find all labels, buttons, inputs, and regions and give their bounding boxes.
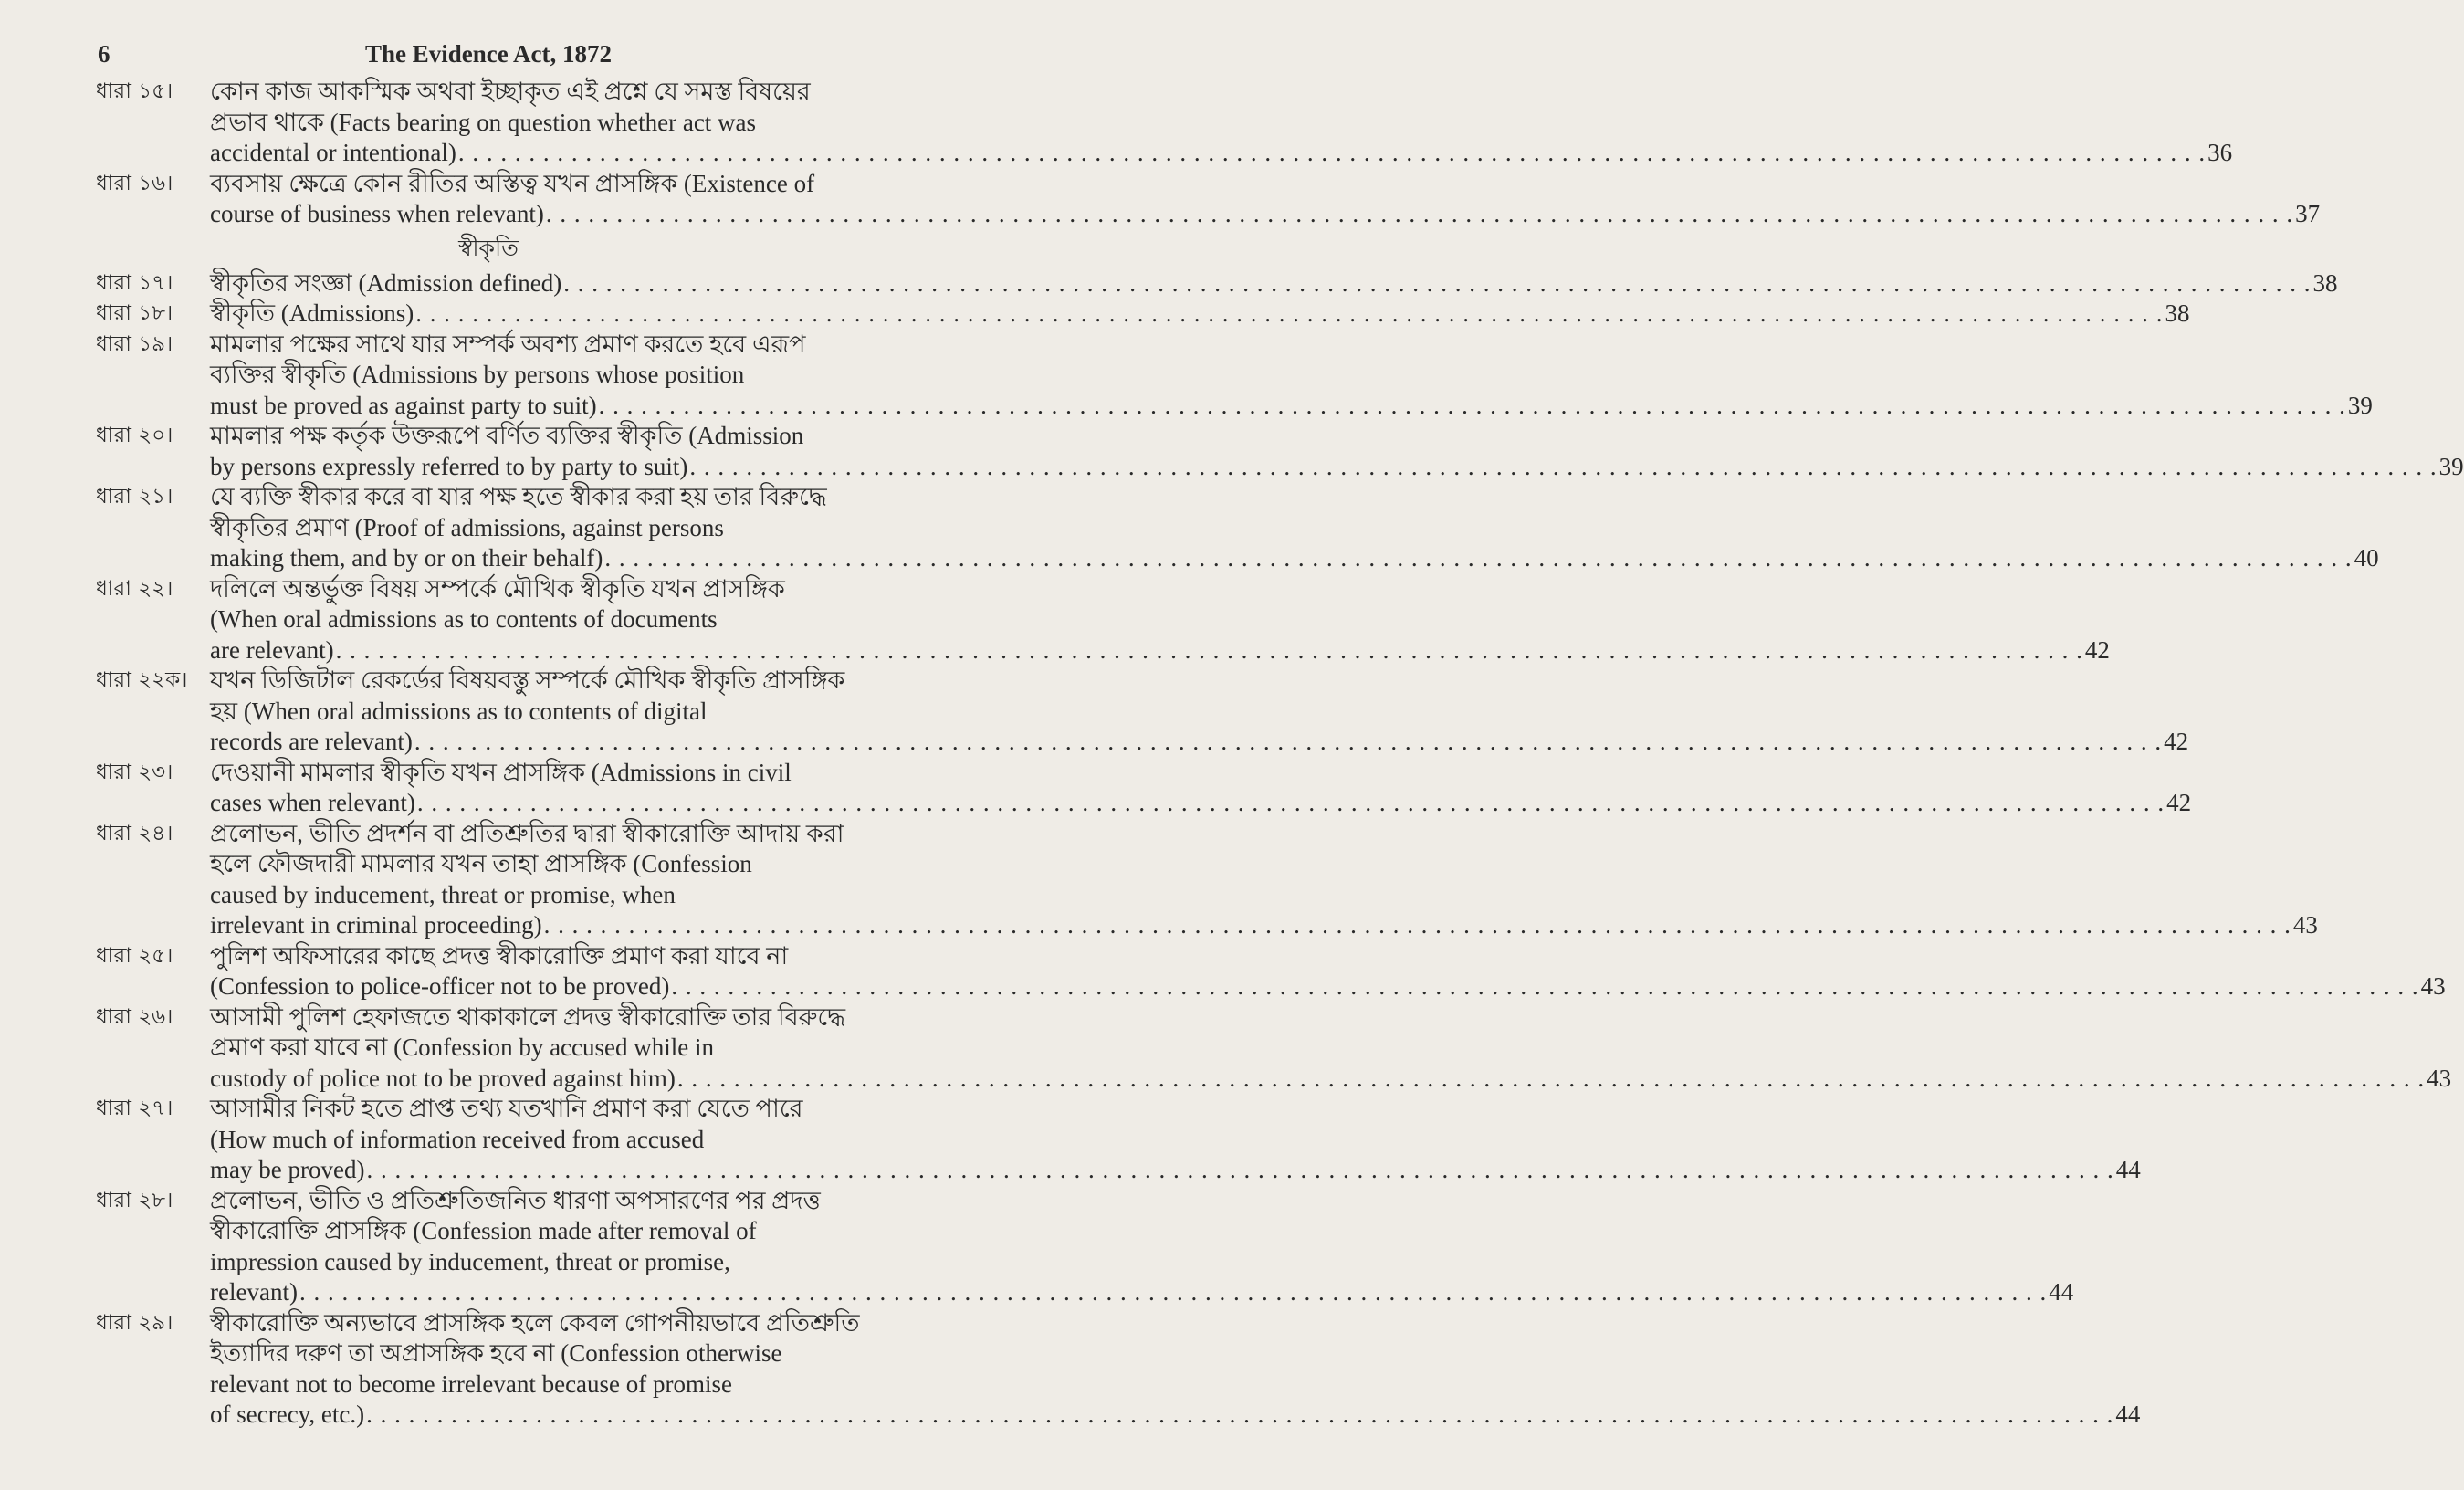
section-number: ধারা ২৪। <box>96 821 173 845</box>
section-number: ধারা ১৮। <box>96 301 173 325</box>
dot-leader <box>604 543 2352 574</box>
page-header <box>96 40 881 77</box>
section-number: ধারা ২১। <box>96 485 173 509</box>
section-number: ধারা ১৯। <box>96 331 173 356</box>
dot-leader <box>366 1400 2113 1431</box>
entry-text <box>210 482 2379 574</box>
entry-title-end: custody of police not to be proved against him) <box>210 1064 676 1092</box>
entry-title-end: are relevant) <box>210 635 334 664</box>
dot-leader <box>689 452 2437 483</box>
page-ref: 44 <box>2115 1156 2141 1183</box>
page-ref: 36 <box>2207 139 2233 166</box>
entry-last-line <box>210 910 2318 941</box>
page-ref: 38 <box>2312 268 2338 297</box>
section-number: ধারা ২৭। <box>96 1097 173 1120</box>
entry-line: কোন কাজ আকস্মিক অথবা ইচ্ছাকৃত এই প্রশ্নে যে সমস্ত বিষয়ের <box>210 78 811 105</box>
entry-last-line <box>210 543 2379 574</box>
toc-entry <box>96 169 2321 230</box>
entry-line: impression caused by inducement, threat or promise, <box>210 1247 730 1275</box>
entry-text <box>210 268 2337 299</box>
toc-entry <box>96 421 2464 482</box>
dot-leader <box>336 635 2083 666</box>
toc-entry <box>96 77 2233 169</box>
toc-entry <box>96 758 2192 819</box>
toc-entry <box>96 666 2189 758</box>
entry-title-end: relevant) <box>210 1278 298 1306</box>
entry-title-end: records are relevant) <box>210 728 413 755</box>
dot-leader <box>414 727 2162 758</box>
entry-line: আসামীর নিকট হতে প্রাপ্ত তথ্য যতখানি প্রমাণ করা যেতে পারে <box>210 1095 803 1122</box>
entry-line: হলে ফৌজদারী মামলার যখন তাহা প্রাসঙ্গিক (Confession <box>210 850 752 877</box>
page-ref: 42 <box>2084 635 2110 664</box>
dot-leader <box>299 1277 2047 1308</box>
section-number: ধারা ২৩। <box>96 760 173 784</box>
page-ref: 40 <box>2354 544 2379 572</box>
entry-line: ব্যবসায় ক্ষেত্রে কোন রীতির অস্তিত্ব যখন প্রাসঙ্গিক (Existence of <box>210 169 815 197</box>
dot-leader <box>599 391 2346 422</box>
toc-entry <box>96 1186 2074 1308</box>
entry-line: পুলিশ অফিসারের কাছে প্রদত্ত স্বীকারোক্তি প্রমাণ করা যাবে না <box>210 941 789 970</box>
page-ref: 44 <box>2049 1278 2074 1306</box>
entry-line: caused by inducement, threat or promise, when <box>210 880 676 908</box>
page-ref: 43 <box>2427 1064 2452 1092</box>
dot-leader <box>544 910 2291 941</box>
entry-last-line <box>210 727 2188 758</box>
entry-text <box>210 1186 2073 1308</box>
running-title: The Evidence Act, 1872 <box>365 40 612 68</box>
entry-line: স্বীকারোক্তি অন্যভাবে প্রাসঙ্গিক হলে কেবল গোপনীয়ভাবে প্রতিশ্রুতি <box>210 1308 860 1337</box>
entry-text <box>210 819 2318 941</box>
entry-last-line <box>210 452 2464 483</box>
entry-title-end: of secrecy, etc.) <box>210 1401 365 1428</box>
entry-title-end: cases when relevant) <box>210 789 415 816</box>
entry-line: (When oral admissions as to contents of documents <box>210 605 718 633</box>
entry-last-line <box>210 268 2337 299</box>
table-of-contents <box>96 77 2464 1431</box>
entry-text <box>210 77 2232 169</box>
entry-text <box>210 758 2191 819</box>
dot-leader <box>366 1155 2113 1186</box>
entry-text <box>210 299 2190 330</box>
entry-line: (How much of information received from accused <box>210 1125 705 1153</box>
entry-last-line <box>210 1400 2140 1431</box>
entry-line: স্বীকারোক্তি প্রাসঙ্গিক (Confession made after removal of <box>210 1217 757 1244</box>
entry-title-end: by persons expressly referred to by party to suit) <box>210 452 688 480</box>
entry-text <box>210 421 2464 482</box>
entry-title-end: accidental or intentional) <box>210 139 456 166</box>
page-ref: 43 <box>2420 972 2446 1000</box>
entry-last-line <box>210 788 2191 819</box>
section-number: ধারা ২২। <box>96 576 173 601</box>
page-ref: 43 <box>2292 911 2318 939</box>
entry-title-end: (Confession to police-officer not to be proved) <box>210 972 670 1000</box>
entry-line: প্রমাণ করা যাবে না (Confession by accused while in <box>210 1034 714 1061</box>
page-ref: 39 <box>2347 391 2373 419</box>
entry-text <box>210 941 2446 1002</box>
section-number: ধারা ২৮। <box>96 1188 173 1212</box>
entry-line: হয় (When oral admissions as to contents of digital <box>210 697 708 725</box>
entry-text <box>210 1002 2451 1095</box>
entry-text <box>210 1094 2141 1186</box>
page-ref: 38 <box>2165 299 2190 327</box>
section-number: ধারা ২২ক। <box>96 668 188 692</box>
entry-title-end: স্বীকৃতি (Admissions) <box>210 299 414 327</box>
entry-title-end: making them, and by or on their behalf) <box>210 544 603 572</box>
page-ref: 42 <box>2164 728 2189 755</box>
entry-line: ব্যক্তির স্বীকৃতি (Admissions by persons whose position <box>210 361 745 388</box>
entry-line: relevant not to become irrelevant because of promise <box>210 1369 733 1398</box>
toc-entry <box>96 330 2373 422</box>
toc-entry <box>96 268 2338 299</box>
entry-line: প্রলোভন, ভীতি প্রদর্শন বা প্রতিশ্রুতির দ্বারা স্বীকারোক্তি আদায় করা <box>210 819 844 847</box>
toc-entry <box>96 1094 2141 1186</box>
entry-line: প্রলোভন, ভীতি ও প্রতিশ্রুতিজনিত ধারণা অপসারণের পর প্রদত্ত <box>210 1186 821 1214</box>
section-number: ধারা ২০। <box>96 424 173 447</box>
entry-title-end: স্বীকৃতির সংজ্ঞা (Admission defined) <box>210 268 562 297</box>
entry-title-end: course of business when relevant) <box>210 200 544 227</box>
page-ref: 37 <box>2295 200 2321 227</box>
entry-title-end: irrelevant in criminal proceeding) <box>210 911 542 939</box>
section-number: ধারা ১৫। <box>96 79 173 103</box>
entry-last-line <box>210 635 2110 666</box>
entry-line: দেওয়ানী মামলার স্বীকৃতি যখন প্রাসঙ্গিক (Admissions in civil <box>210 758 792 786</box>
entry-line: ইত্যাদির দরুণ তা অপ্রাসঙ্গিক হবে না (Confession otherwise <box>210 1339 782 1367</box>
page-ref: 42 <box>2166 789 2192 816</box>
entry-line: মামলার পক্ষ কর্তৃক উক্তরূপে বর্ণিত ব্যক্তির স্বীকৃতি (Admission <box>210 422 804 449</box>
dot-leader <box>677 1064 2425 1095</box>
entry-last-line <box>210 391 2373 422</box>
dot-leader <box>458 138 2206 169</box>
toc-entry <box>96 1002 2452 1095</box>
page-ref: 39 <box>2438 452 2464 480</box>
dot-leader <box>546 199 2293 230</box>
toc-entry <box>96 1308 2141 1431</box>
section-number: ধারা ১৬। <box>96 171 173 195</box>
dot-leader <box>417 788 2165 819</box>
entry-text <box>210 1308 2140 1431</box>
entry-title-end: must be proved as against party to suit) <box>210 391 597 419</box>
entry-line: আসামী পুলিশ হেফাজতে থাকাকালে প্রদত্ত স্বীকারোক্তি তার বিরুদ্ধে <box>210 1002 846 1031</box>
entry-text <box>210 574 2110 666</box>
toc-entry <box>96 819 2318 941</box>
toc-entry <box>96 941 2446 1002</box>
section-number: ধারা ২৫। <box>96 943 173 968</box>
entry-last-line <box>210 138 2232 169</box>
entry-last-line <box>210 199 2320 230</box>
section-heading: স্বীকৃতি <box>458 234 519 261</box>
entry-line: প্রভাব থাকে (Facts bearing on question whether act was <box>210 108 757 136</box>
entry-title-end: may be proved) <box>210 1156 365 1183</box>
toc-entry <box>96 482 2379 574</box>
page-ref: 44 <box>2115 1401 2141 1428</box>
entry-line: যে ব্যক্তি স্বীকার করে বা যার পক্ষ হতে স্বীকার করা হয় তার বিরুদ্ধে <box>210 483 827 510</box>
dot-leader <box>415 299 2163 330</box>
entry-line: যখন ডিজিটাল রেকর্ডের বিষয়বস্তু সম্পর্কে মৌখিক স্বীকৃতি প্রাসঙ্গিক <box>210 666 845 694</box>
entry-text <box>210 666 2188 758</box>
page-number: 6 <box>98 40 110 68</box>
entry-last-line <box>210 1155 2141 1186</box>
entry-text <box>210 330 2373 422</box>
entry-line: দলিলে অন্তর্ভুক্ত বিষয় সম্পর্কে মৌখিক স্বীকৃতি যখন প্রাসঙ্গিক <box>210 574 785 603</box>
entry-line: স্বীকৃতির প্রমাণ (Proof of admissions, against persons <box>210 513 724 541</box>
section-number: ধারা ২৬। <box>96 1004 173 1029</box>
dot-leader <box>671 971 2418 1002</box>
entry-text <box>210 169 2320 230</box>
entry-last-line <box>210 1277 2073 1308</box>
section-number: ধারা ২৯। <box>96 1310 173 1335</box>
entry-line: মামলার পক্ষের সাথে যার সম্পর্ক অবশ্য প্রমাণ করতে হবে এরূপ <box>210 330 806 358</box>
toc-entry <box>96 299 2190 330</box>
entry-last-line <box>210 1064 2451 1095</box>
entry-last-line <box>210 971 2446 1002</box>
dot-leader <box>563 268 2311 299</box>
section-number: ধারা ১৭। <box>96 270 173 295</box>
toc-entry <box>96 574 2110 666</box>
entry-last-line <box>210 299 2190 330</box>
